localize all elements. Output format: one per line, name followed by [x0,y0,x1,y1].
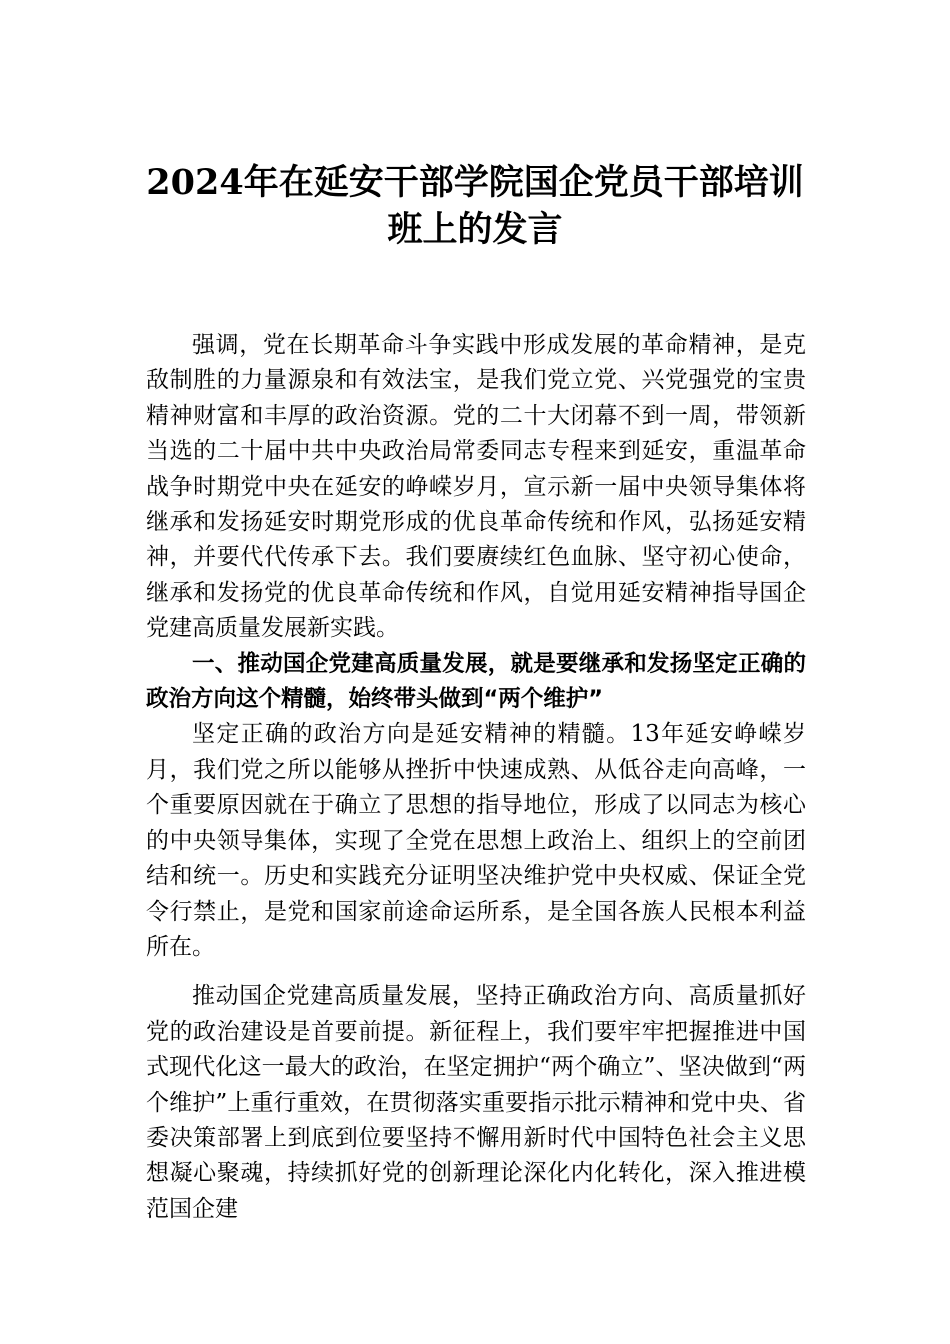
body-paragraph-intro: 强调，党在长期革命斗争实践中形成发展的革命精神，是克敌制胜的力量源泉和有效法宝，是我们党立党、兴党强党的宝贵精神财富和丰厚的政治资源。党的二十大闭幕不到一周，带领新当选的二十届中共中央政治局常委同志专程来到延安，重温革命战争时期党中央在延安的峥嵘岁月，宣示新一届中央领导集体将继承和发扬延安时期党形成的优良革命传统和作风，弘扬延安精神，并要代代传承下去。我们要赓续红色血脉、坚守初心使命，继承和发扬党的优良革命传统和作风，自觉用延安精神指导国企党建高质量发展新实践。 [146,332,806,642]
document-title-line-2: 班上的发言 [387,209,563,250]
section-heading-1: 一、推动国企党建高质量发展，就是要继承和发扬坚定正确的政治方向这个精髓，始终带头做到“两个维护” [146,650,806,713]
body-paragraph-section-1: 坚定正确的政治方向是延安精神的精髓。13年延安峥嵘岁月，我们党之所以能够从挫折中快速成熟、从低谷走向高峰，一个重要原因就在于确立了思想的指导地位，形成了以同志为核心的中央领导集体，实现了全党在思想上政治上、组织上的空前团结和统一。历史和实践充分证明坚决维护党中央权威、保证全党令行禁止，是党和国家前途命运所系，是全国各族人民根本利益所在。 [146,721,806,960]
document-body [146,328,806,1227]
document-title-line-1: 2024年在延安干部学院国企党员干部培训 [146,162,804,203]
body-paragraph-section-1-continued: 推动国企党建高质量发展，坚持正确政治方向、高质量抓好党的政治建设是首要前提。新征程上，我们要牢牢把握推进中国式现代化这一最大的政治，在坚定拥护“两个确立”、坚决做到“两个维护”上重行重效，在贯彻落实重要指示批示精神和党中央、省委决策部署上到底到位要坚持不懈用新时代中国特色社会主义思想凝心聚魂，持续抓好党的创新理论深化内化转化，深入推进模范国企建 [146,983,806,1222]
